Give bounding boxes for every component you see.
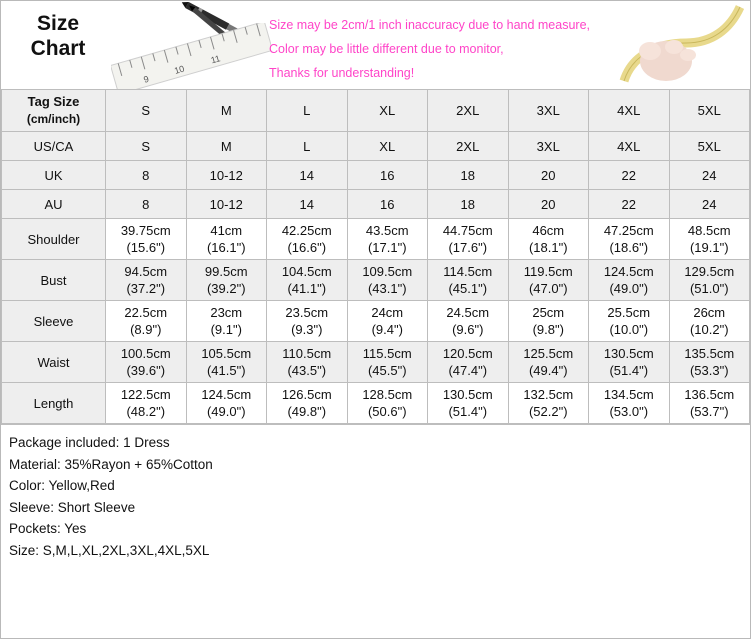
waist-l-cm: 110.5cm bbox=[282, 346, 332, 361]
au-3xl: 20 bbox=[508, 190, 589, 219]
waist-m-cm: 105.5cm bbox=[201, 346, 252, 361]
length-4xl-cm: 134.5cm bbox=[603, 387, 654, 402]
row-label-us-ca: US/CA bbox=[2, 132, 106, 161]
row-label-au: AU bbox=[2, 190, 106, 219]
au-s: 8 bbox=[106, 190, 187, 219]
bust-4xl bbox=[589, 260, 670, 301]
tag-size-l: L bbox=[267, 90, 348, 132]
waist-s-cm: 100.5cm bbox=[120, 346, 171, 361]
sleeve-m-inch: (9.1") bbox=[210, 322, 242, 337]
shoulder-s-inch: (15.6") bbox=[126, 240, 166, 255]
au-5xl: 24 bbox=[669, 190, 750, 219]
sleeve-l bbox=[267, 301, 348, 342]
sleeve-l-inch: (9.3") bbox=[291, 322, 323, 337]
shoulder-5xl bbox=[669, 219, 750, 260]
length-m bbox=[186, 383, 267, 424]
bust-3xl-cm: 119.5cm bbox=[523, 264, 573, 279]
sleeve-4xl-inch: (10.0") bbox=[609, 322, 649, 337]
sleeve-m-cm: 23cm bbox=[210, 305, 243, 320]
waist-l bbox=[267, 342, 348, 383]
waist-s bbox=[106, 342, 187, 383]
row-label-sleeve: Sleeve bbox=[2, 301, 106, 342]
svg-text:11: 11 bbox=[209, 53, 222, 66]
shoulder-3xl bbox=[508, 219, 589, 260]
us-ca-5xl: 5XL bbox=[669, 132, 750, 161]
au-2xl: 18 bbox=[428, 190, 509, 219]
measurement-notes bbox=[269, 13, 590, 85]
sleeve-5xl-cm: 26cm bbox=[693, 305, 726, 320]
sleeve-4xl bbox=[589, 301, 670, 342]
waist-3xl-cm: 125.5cm bbox=[523, 346, 574, 361]
bust-3xl-inch: (47.0") bbox=[528, 281, 568, 296]
bust-s bbox=[106, 260, 187, 301]
row-label-bust: Bust bbox=[2, 260, 106, 301]
length-m-inch: (49.0") bbox=[206, 404, 246, 419]
shoulder-m-cm: 41cm bbox=[210, 223, 243, 238]
note-line-2: Color may be little different due to monitor, bbox=[269, 42, 504, 56]
bust-l bbox=[267, 260, 348, 301]
sleeve-xl-inch: (9.4") bbox=[371, 322, 403, 337]
waist-m bbox=[186, 342, 267, 383]
sleeve-5xl bbox=[669, 301, 750, 342]
length-l bbox=[267, 383, 348, 424]
length-3xl bbox=[508, 383, 589, 424]
shoulder-4xl-inch: (18.6") bbox=[609, 240, 649, 255]
row-label-waist: Waist bbox=[2, 342, 106, 383]
shoulder-5xl-cm: 48.5cm bbox=[687, 223, 731, 238]
svg-text:10: 10 bbox=[173, 63, 186, 76]
waist-4xl-cm: 130.5cm bbox=[603, 346, 654, 361]
waist-xl-inch: (45.5") bbox=[367, 363, 407, 378]
length-5xl-inch: (53.7") bbox=[689, 404, 729, 419]
us-ca-xl: XL bbox=[347, 132, 428, 161]
tag-size-unit: (cm/inch) bbox=[26, 112, 81, 126]
shoulder-4xl bbox=[589, 219, 670, 260]
sleeve-m bbox=[186, 301, 267, 342]
uk-m: 10-12 bbox=[186, 161, 267, 190]
bust-xl-cm: 109.5cm bbox=[362, 264, 413, 279]
sleeve-3xl-inch: (9.8") bbox=[532, 322, 564, 337]
us-ca-2xl: 2XL bbox=[428, 132, 509, 161]
bust-m bbox=[186, 260, 267, 301]
bust-l-inch: (41.1") bbox=[287, 281, 327, 296]
shoulder-5xl-inch: (19.1") bbox=[689, 240, 729, 255]
bust-xl bbox=[347, 260, 428, 301]
waist-4xl-inch: (51.4") bbox=[609, 363, 649, 378]
ruler-icon bbox=[111, 23, 271, 89]
sleeve-s-inch: (8.9") bbox=[130, 322, 162, 337]
uk-xl: 16 bbox=[347, 161, 428, 190]
detail-material: Material: 35%Rayon + 65%Cotton bbox=[9, 456, 213, 472]
product-details bbox=[1, 424, 750, 567]
table-row-tag-size bbox=[2, 90, 750, 132]
tag-size-5xl: 5XL bbox=[669, 90, 750, 132]
sleeve-2xl-inch: (9.6") bbox=[452, 322, 484, 337]
sleeve-5xl-inch: (10.2") bbox=[689, 322, 729, 337]
length-xl-cm: 128.5cm bbox=[362, 387, 413, 402]
note-line-3: Thanks for understanding! bbox=[269, 66, 415, 80]
uk-s: 8 bbox=[106, 161, 187, 190]
shoulder-s bbox=[106, 219, 187, 260]
waist-5xl bbox=[669, 342, 750, 383]
shoulder-l-cm: 42.25cm bbox=[281, 223, 332, 238]
au-m: 10-12 bbox=[186, 190, 267, 219]
shoulder-l bbox=[267, 219, 348, 260]
length-4xl-inch: (53.0") bbox=[609, 404, 649, 419]
length-2xl-inch: (51.4") bbox=[448, 404, 488, 419]
length-s-cm: 122.5cm bbox=[120, 387, 171, 402]
shoulder-2xl-inch: (17.6") bbox=[448, 240, 488, 255]
bust-s-cm: 94.5cm bbox=[124, 264, 168, 279]
length-2xl-cm: 130.5cm bbox=[442, 387, 493, 402]
waist-2xl bbox=[428, 342, 509, 383]
length-l-cm: 126.5cm bbox=[281, 387, 332, 402]
tag-size-m: M bbox=[186, 90, 267, 132]
waist-2xl-cm: 120.5cm bbox=[442, 346, 493, 361]
sleeve-3xl bbox=[508, 301, 589, 342]
shoulder-l-inch: (16.6") bbox=[287, 240, 327, 255]
tape-measure-icon bbox=[614, 3, 744, 87]
sleeve-4xl-cm: 25.5cm bbox=[607, 305, 651, 320]
shoulder-2xl-cm: 44.75cm bbox=[442, 223, 493, 238]
shoulder-s-cm: 39.75cm bbox=[120, 223, 171, 238]
bust-4xl-cm: 124.5cm bbox=[603, 264, 654, 279]
bust-xl-inch: (43.1") bbox=[367, 281, 407, 296]
waist-3xl bbox=[508, 342, 589, 383]
svg-text:9: 9 bbox=[142, 73, 150, 85]
row-label-length: Length bbox=[2, 383, 106, 424]
waist-l-inch: (43.5") bbox=[287, 363, 327, 378]
table-row-uk bbox=[2, 161, 750, 190]
header-banner bbox=[1, 1, 750, 89]
sleeve-s bbox=[106, 301, 187, 342]
us-ca-3xl: 3XL bbox=[508, 132, 589, 161]
length-5xl-cm: 136.5cm bbox=[684, 387, 735, 402]
uk-2xl: 18 bbox=[428, 161, 509, 190]
waist-xl bbox=[347, 342, 428, 383]
note-line-1: Size may be 2cm/1 inch inaccuracy due to hand measure, bbox=[269, 18, 591, 32]
waist-3xl-inch: (49.4") bbox=[528, 363, 568, 378]
sleeve-s-cm: 22.5cm bbox=[124, 305, 168, 320]
bust-4xl-inch: (49.0") bbox=[609, 281, 649, 296]
length-s-inch: (48.2") bbox=[126, 404, 166, 419]
sleeve-l-cm: 23.5cm bbox=[285, 305, 329, 320]
length-xl bbox=[347, 383, 428, 424]
sleeve-2xl bbox=[428, 301, 509, 342]
table-row-bust bbox=[2, 260, 750, 301]
row-label-uk: UK bbox=[2, 161, 106, 190]
row-label-shoulder: Shoulder bbox=[2, 219, 106, 260]
size-table bbox=[1, 89, 750, 424]
au-4xl: 22 bbox=[589, 190, 670, 219]
shoulder-3xl-inch: (18.1") bbox=[528, 240, 568, 255]
sleeve-xl-cm: 24cm bbox=[371, 305, 404, 320]
table-row-shoulder bbox=[2, 219, 750, 260]
tag-size-label-cell bbox=[2, 90, 106, 132]
waist-xl-cm: 115.5cm bbox=[362, 346, 412, 361]
waist-5xl-inch: (53.3") bbox=[689, 363, 729, 378]
us-ca-m: M bbox=[186, 132, 267, 161]
bust-m-cm: 99.5cm bbox=[204, 264, 248, 279]
bust-2xl-cm: 114.5cm bbox=[443, 264, 493, 279]
shoulder-xl bbox=[347, 219, 428, 260]
tag-size-4xl: 4XL bbox=[589, 90, 670, 132]
waist-2xl-inch: (47.4") bbox=[448, 363, 488, 378]
sleeve-xl bbox=[347, 301, 428, 342]
uk-5xl: 24 bbox=[669, 161, 750, 190]
length-m-cm: 124.5cm bbox=[201, 387, 252, 402]
tag-size-3xl: 3XL bbox=[508, 90, 589, 132]
shoulder-2xl bbox=[428, 219, 509, 260]
bust-5xl-cm: 129.5cm bbox=[684, 264, 735, 279]
table-row-length bbox=[2, 383, 750, 424]
table-row-us-ca bbox=[2, 132, 750, 161]
length-2xl bbox=[428, 383, 509, 424]
table-row-waist bbox=[2, 342, 750, 383]
shoulder-xl-cm: 43.5cm bbox=[365, 223, 409, 238]
waist-s-inch: (39.6") bbox=[126, 363, 166, 378]
length-3xl-inch: (52.2") bbox=[528, 404, 568, 419]
bust-m-inch: (39.2") bbox=[206, 281, 246, 296]
shoulder-4xl-cm: 47.25cm bbox=[603, 223, 654, 238]
waist-4xl bbox=[589, 342, 670, 383]
tag-size-xl: XL bbox=[347, 90, 428, 132]
bust-s-inch: (37.2") bbox=[126, 281, 166, 296]
length-l-inch: (49.8") bbox=[287, 404, 327, 419]
bust-5xl-inch: (51.0") bbox=[689, 281, 729, 296]
uk-3xl: 20 bbox=[508, 161, 589, 190]
shoulder-3xl-cm: 46cm bbox=[532, 223, 565, 238]
uk-l: 14 bbox=[267, 161, 348, 190]
waist-m-inch: (41.5") bbox=[206, 363, 246, 378]
table-row-au bbox=[2, 190, 750, 219]
bust-2xl bbox=[428, 260, 509, 301]
shoulder-m-inch: (16.1") bbox=[206, 240, 246, 255]
table-row-sleeve bbox=[2, 301, 750, 342]
shoulder-xl-inch: (17.1") bbox=[367, 240, 407, 255]
bust-2xl-inch: (45.1") bbox=[448, 281, 488, 296]
sleeve-2xl-cm: 24.5cm bbox=[446, 305, 490, 320]
detail-package: Package included: 1 Dress bbox=[9, 435, 170, 450]
tag-size-2xl: 2XL bbox=[428, 90, 509, 132]
length-5xl bbox=[669, 383, 750, 424]
au-l: 14 bbox=[267, 190, 348, 219]
shoulder-m bbox=[186, 219, 267, 260]
us-ca-l: L bbox=[267, 132, 348, 161]
detail-size: Size: S,M,L,XL,2XL,3XL,4XL,5XL bbox=[9, 542, 210, 558]
length-xl-inch: (50.6") bbox=[367, 404, 407, 419]
page-title: Size Chart bbox=[30, 12, 86, 60]
us-ca-4xl: 4XL bbox=[589, 132, 670, 161]
bust-5xl bbox=[669, 260, 750, 301]
au-xl: 16 bbox=[347, 190, 428, 219]
bust-3xl bbox=[508, 260, 589, 301]
detail-sleeve: Sleeve: Short Sleeve bbox=[9, 499, 136, 515]
detail-color: Color: Yellow,Red bbox=[9, 478, 115, 493]
length-3xl-cm: 132.5cm bbox=[523, 387, 574, 402]
sleeve-3xl-cm: 25cm bbox=[532, 305, 565, 320]
length-s bbox=[106, 383, 187, 424]
us-ca-s: S bbox=[106, 132, 187, 161]
tag-size-label: Tag Size bbox=[27, 94, 80, 109]
detail-pockets: Pockets: Yes bbox=[9, 521, 87, 536]
bust-l-cm: 104.5cm bbox=[281, 264, 332, 279]
waist-5xl-cm: 135.5cm bbox=[684, 346, 735, 361]
length-4xl bbox=[589, 383, 670, 424]
tag-size-s: S bbox=[106, 90, 187, 132]
uk-4xl: 22 bbox=[589, 161, 670, 190]
